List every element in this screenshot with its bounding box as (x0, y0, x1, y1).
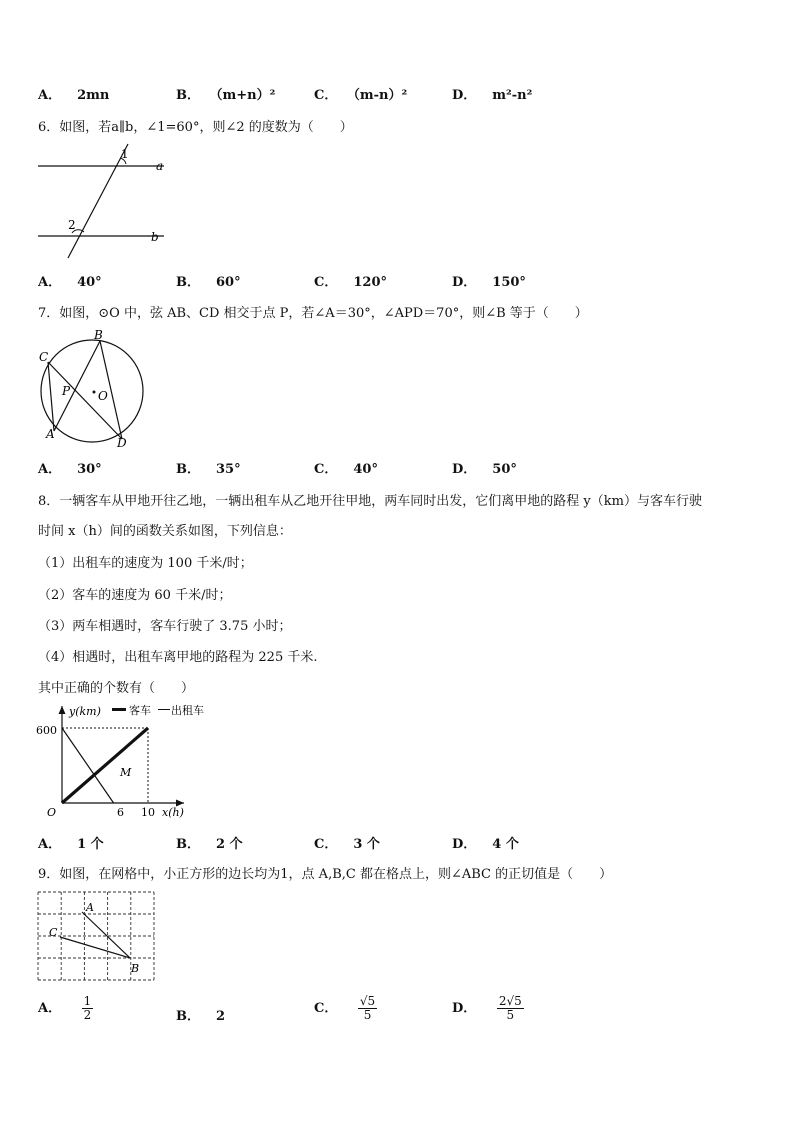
q7-option-c: C． 40° (314, 462, 378, 477)
q8-option-b: B． 2 个 (176, 837, 243, 852)
angle-1-label: 1 (121, 147, 129, 161)
q8-option-c: C． 3 个 (314, 837, 380, 852)
q7-figure (34, 326, 154, 456)
line-a-label: a (156, 159, 164, 173)
q6-option-a: A． 40° (38, 275, 102, 290)
point-c-label: C (39, 350, 49, 364)
point-c-label: C (49, 926, 58, 939)
q5-option-b: B． （m+n）² (176, 88, 276, 103)
q7-stem: 7．如图，⊙O 中，弦 AB、CD 相交于点 P，若∠A＝30°，∠APD＝70°，则∠B 等于（ ） (38, 306, 588, 321)
q8-item-1: （1）出租车的速度为 100 千米/时； (38, 556, 253, 571)
q9-option-d: D． $\frac{2√5}{5}$ (452, 994, 522, 1022)
q8-stem-line2: 时间 x（h）间的函数关系如图，下列信息： (38, 524, 292, 539)
chord-cd (48, 362, 122, 439)
q8-item-4: （4）相遇时，出租车离甲地的路程为 225 千米. (38, 650, 318, 665)
q9-stem: 9．如图，在网格中，小正方形的边长均为1，点 A,B,C 都在格点上，则∠ABC 的正切值是（ ） (38, 867, 613, 882)
q8-item-3: （3）两车相遇时，客车行驶了 3.75 小时； (38, 619, 292, 634)
q6-option-c: C． 120° (314, 275, 387, 290)
q9-figure (36, 890, 158, 990)
q8-chart (34, 700, 234, 826)
q9-option-c: C． $\frac{√5}{5}$ (314, 994, 376, 1022)
q7-option-a: A． 30° (38, 462, 102, 477)
q6-option-d: D． 150° (452, 275, 526, 290)
y-axis-arrow (59, 706, 66, 714)
point-a-label: A (46, 427, 55, 441)
q5-option-d: D． m²-n² (452, 88, 533, 103)
angle-2-label: 2 (68, 218, 76, 232)
origin-label: O (47, 806, 57, 819)
point-b-label: B (131, 962, 140, 975)
q8-question: 其中正确的个数有（ ） (38, 681, 195, 696)
y-axis-label: y(km) (69, 705, 101, 718)
legend-taxi-label: 出租车 (171, 704, 204, 717)
q9-option-a: A． $\frac{1}{2}$ (38, 994, 92, 1022)
center-dot (93, 391, 96, 394)
series-bus-line (62, 728, 148, 803)
transversal (68, 144, 128, 258)
point-p-label: P (62, 384, 71, 398)
q6-stem: 6．如图，若a∥b，∠1=60°，则∠2 的度数为（ ） (38, 120, 353, 135)
x-tick-6: 6 (117, 806, 124, 819)
q9-option-b: B． 2 (176, 1009, 226, 1024)
q7-option-d: D． 50° (452, 462, 517, 477)
x-axis-label: x(h) (162, 806, 184, 819)
q8-option-d: D． 4 个 (452, 837, 519, 852)
q6-figure (36, 140, 176, 264)
q5-option-a: A． 2mn (38, 88, 110, 103)
point-b-label: B (94, 328, 103, 342)
q8-item-2: （2）客车的速度为 60 千米/时； (38, 588, 232, 603)
point-o-label: O (98, 389, 108, 403)
point-m-label: M (120, 766, 132, 779)
q7-option-b: B． 35° (176, 462, 241, 477)
q5-option-c: C． （m-n）² (314, 88, 408, 103)
line-b-label: b (151, 230, 159, 244)
chord-ab (54, 341, 100, 431)
legend-bus-swatch (112, 708, 126, 711)
legend-bus-label: 客车 (129, 704, 151, 717)
point-d-label: D (117, 436, 127, 450)
q8-stem-line1: 8．一辆客车从甲地开往乙地，一辆出租车从乙地开往甲地，两车同时出发，它们离甲地的路程 y（km）与客车行驶 (38, 494, 702, 509)
point-a-label: A (86, 901, 94, 914)
x-tick-10: 10 (141, 806, 155, 819)
q6-option-b: B． 60° (176, 275, 241, 290)
q8-option-a: A． 1 个 (38, 837, 104, 852)
y-tick-600: 600 (36, 724, 57, 737)
